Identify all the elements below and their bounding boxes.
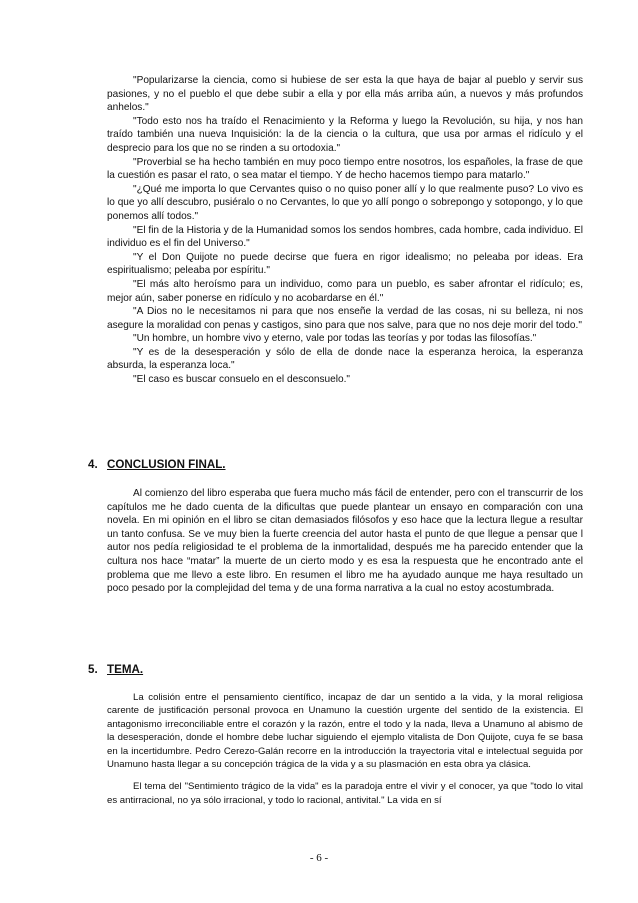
section-4-number: 4. <box>88 458 98 471</box>
quote-6: "Y el Don Quijote no puede decirse que fuera en rigor idealismo; no peleaba por ideas. Era espiritualismo; peleaba por espíritu." <box>107 251 583 277</box>
section-5-title: TEMA. <box>107 663 144 676</box>
quote-9: "Un hombre, un hombre vivo y eterno, vale por todas las teorías y por todas las filosofías." <box>133 333 537 345</box>
quotes-block <box>107 74 583 387</box>
section-5-number: 5. <box>88 663 98 676</box>
section-4-heading <box>88 458 226 471</box>
quote-7: "El más alto heroísmo para un individuo, como para un pueblo, es saber afrontar el ridículo; es, mejor aún, saber ponerse en ridículo y no acobardarse en él." <box>107 278 583 304</box>
quote-8: "A Dios no le necesitamos ni para que nos enseñe la verdad de las cosas, ni su belleza, ni nos asegure la moralidad con penas y castigos, sino para que nos salve, para que no nos deje morir del todo." <box>107 306 583 331</box>
quote-4: "¿Qué me importa lo que Cervantes quiso o no quiso poner allí y lo que realmente puso? Lo vivo es lo que yo allí descubro, pusiéralo o no Cervantes, lo que yo allí pongo o sobrepongo y sotopongo, y lo que ponemos allí todos." <box>107 183 583 222</box>
quote-1: "Popularizarse la ciencia, como si hubiese de ser esta la que haya de bajar al pueblo y servir sus pasiones, y no el pueblo el que debe subir a ella y por ella más arriba aún, a nuevos y más profundos anhelos." <box>107 75 583 114</box>
quote-2: "Todo esto nos ha traído el Renacimiento y la Reforma y luego la Revolución, su hija, y nos han traído también una nueva Inquisición: la de la ciencia o la cultura, que usa por armas el ridículo y el desprecio para los que no se rinden a su ortodoxia." <box>107 115 583 154</box>
section-5-heading <box>88 663 143 676</box>
section-4-title: CONCLUSION FINAL. <box>107 458 226 471</box>
section-5-body <box>107 691 583 807</box>
quote-5: "El fin de la Historia y de la Humanidad somos los sendos hombres, cada hombre, cada individuo. El individuo es el fin del Universo." <box>107 224 583 250</box>
section-4-body <box>107 487 583 596</box>
quote-11: "El caso es buscar consuelo en el desconsuelo." <box>133 374 351 386</box>
quote-10: "Y es de la desesperación y sólo de ella de donde nace la esperanza heroica, la esperanza absurda, la esperanza loca." <box>107 346 583 372</box>
page-number: - 6 - <box>309 852 329 864</box>
conclusion-paragraph: Al comienzo del libro esperaba que fuera mucho más fácil de entender, pero con el transcurrir de los capítulos me he dado cuenta de la dificultas que puede plantear un ensayo en comparación con una novela. En mi opinión en el libro se citan demasiados filósofos y eso hace que la lectura llegue a resultar un tanto confusa. Se ve muy bien la fuerte creencia del autor hasta el punto de que llegue a pensar que l autor nos pedía religiosidad te el problema de la inmortalidad, después me ha parecido entender que la cultura nos hace “matar” la muerte de un cierto modo y es esa la respuesta que he encontrado ante el problema que me llevo a este libro. En resumen el libro me ha ayudado aunque me haya resultado un poco pesado por la complejidad del tema y de una forma narrativa a la cual no estoy acostumbrada. <box>107 488 583 595</box>
tema-paragraph-2: El tema del "Sentimiento trágico de la vida" es la paradoja entre el vivir y el conocer, ya que "todo lo vital es antirracional, no ya sólo irracional, y todo lo racional, antivital." La vida en sí <box>107 781 583 806</box>
quote-3: "Proverbial se ha hecho también en muy poco tiempo entre nosotros, los españoles, la frase de que la cuestión es pasar el rato, o sea matar el tiempo. Y de hecho hacemos tiempo para matarlo." <box>107 156 583 182</box>
tema-paragraph-1: La colisión entre el pensamiento científico, incapaz de dar un sentido a la vida, y la moral religiosa carente de justificación personal provoca en Unamuno la cuestión urgente del sentido de la existencia. El antagonismo irreconciliable entre el corazón y la razón, entre el todo y la nada, lleva a Unamuno al abismo de la desesperación, donde el hombre debe luchar siguiendo el ejemplo vitalista de Don Quijote, cuya fe se basa en la incertidumbre. Pedro Cerezo-Galán recorre en la introducción la trayectoria vital e intelectual seguida por Unamuno hasta llegar a su concepción trágica de la vida y a su plasmación en esta obra ya clásica. <box>107 692 583 771</box>
